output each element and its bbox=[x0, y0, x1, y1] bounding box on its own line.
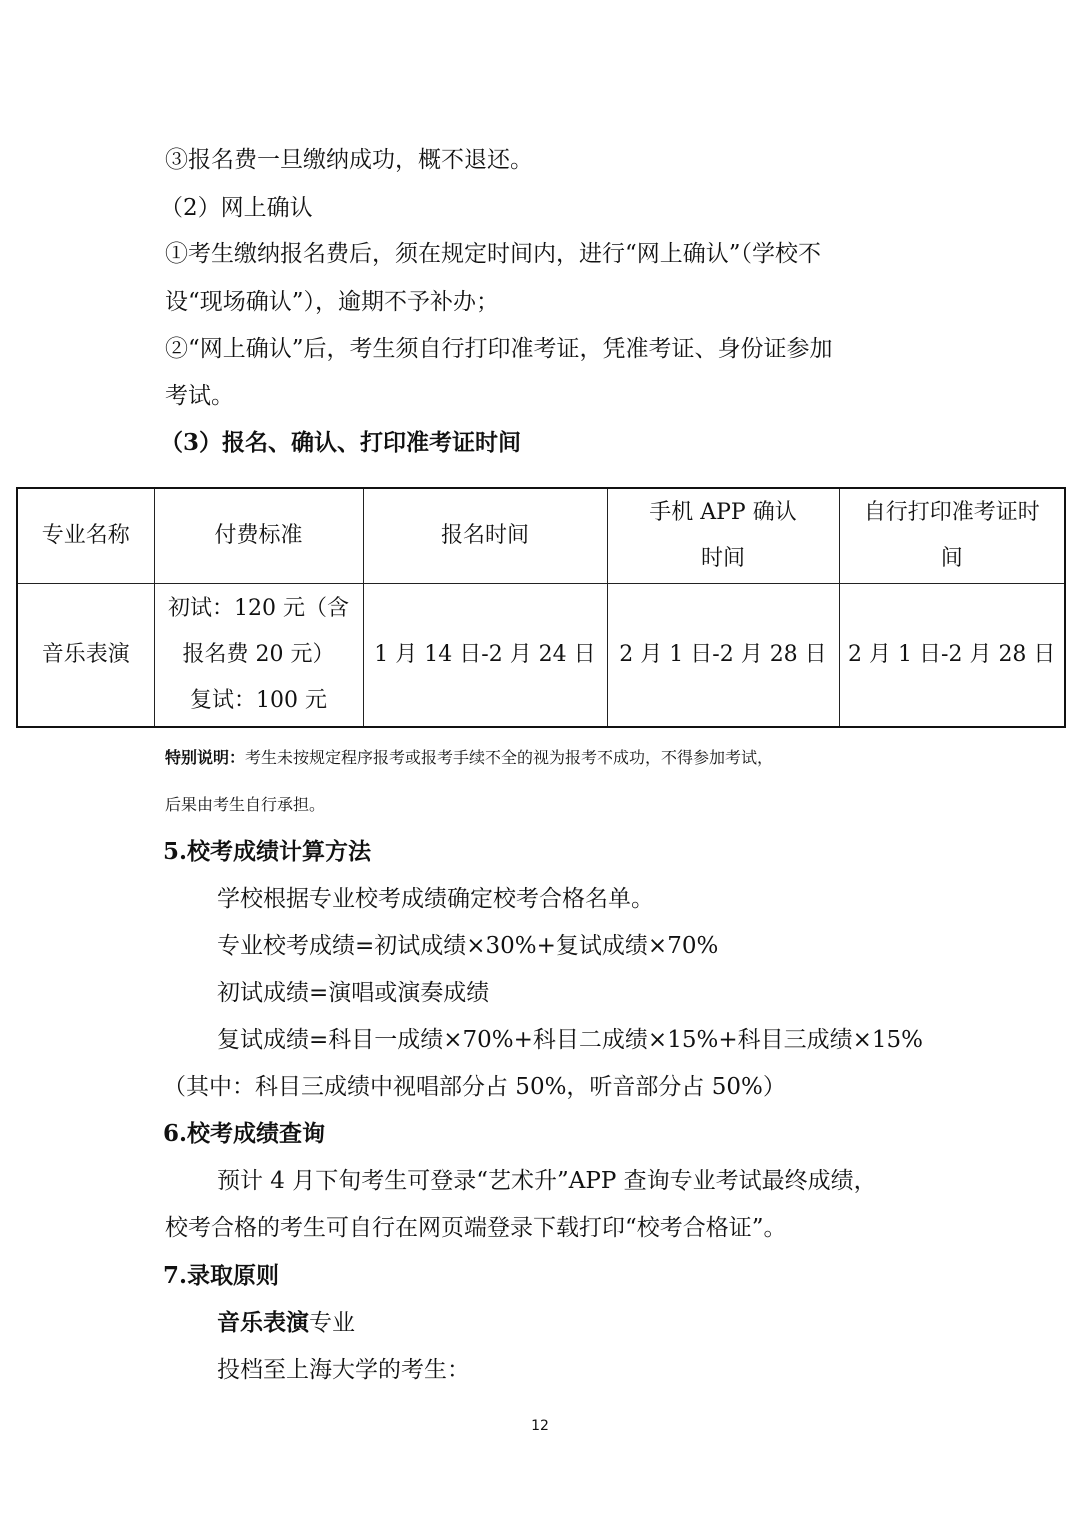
confirm-item1-line1: ①考生缴纳报名费后，须在规定时间内，进行“网上确认”（学校不 bbox=[165, 241, 822, 267]
section6-heading: 6.校考成绩查询 bbox=[163, 1120, 326, 1147]
online-confirm-heading: （2）网上确认 bbox=[160, 195, 313, 221]
schedule-heading: （3）报名、确认、打印准考证时间 bbox=[160, 429, 522, 456]
confirm-item1-line2: 设“现场确认”），逾期不予补办； bbox=[165, 289, 500, 315]
section5-line5: （其中：科目三成绩中视唱部分占 50%，听音部分占 50%） bbox=[163, 1074, 786, 1100]
section7-line2: 投档至上海大学的考生： bbox=[217, 1357, 470, 1383]
cell-fee bbox=[154, 584, 363, 728]
header-app-confirm-time bbox=[607, 488, 839, 584]
header-print-ticket-line2: 间 bbox=[940, 546, 963, 571]
section5-line4: 复试成绩=科目一成绩×70%+科目二成绩×15%+科目三成绩×15% bbox=[217, 1027, 923, 1053]
section7-heading: 7.录取原则 bbox=[163, 1262, 280, 1289]
special-note-line1 bbox=[165, 746, 773, 770]
table-row bbox=[17, 584, 1065, 728]
section5-line1: 学校根据专业校考成绩确定校考合格名单。 bbox=[217, 886, 654, 912]
schedule-table bbox=[16, 487, 1066, 728]
header-fee: 付费标准 bbox=[154, 488, 363, 584]
section6-line1: 预计 4 月下旬考生可登录“艺术升”APP 查询专业考试最终成绩， bbox=[217, 1168, 877, 1194]
table-header-row bbox=[17, 488, 1065, 584]
special-note-label: 特别说明： bbox=[165, 748, 246, 767]
section5-line2: 专业校考成绩=初试成绩×30%+复试成绩×70% bbox=[217, 933, 719, 959]
section7-major-name: 音乐表演 bbox=[217, 1309, 309, 1336]
special-note-line2: 后果由考生自行承担。 bbox=[165, 795, 326, 814]
section5-line3: 初试成绩=演唱或演奏成绩 bbox=[217, 980, 490, 1006]
section5-heading: 5.校考成绩计算方法 bbox=[163, 838, 372, 865]
section7-major-line bbox=[217, 1307, 355, 1339]
cell-app-confirm-time: 2 月 1 日-2 月 28 日 bbox=[607, 584, 839, 728]
fee-line1: 初试：120 元（含 bbox=[168, 596, 349, 621]
header-print-ticket-time bbox=[839, 488, 1065, 584]
fee-refund-note: ③报名费一旦缴纳成功，概不退还。 bbox=[165, 147, 533, 173]
page-number: 12 bbox=[531, 1418, 549, 1434]
header-registration-time: 报名时间 bbox=[363, 488, 607, 584]
header-app-confirm-line1: 手机 APP 确认 bbox=[649, 500, 797, 525]
cell-major: 音乐表演 bbox=[17, 584, 154, 728]
header-app-confirm-line2: 时间 bbox=[700, 546, 745, 571]
fee-line3: 复试：100 元 bbox=[190, 688, 327, 713]
header-print-ticket-line1: 自行打印准考证时 bbox=[863, 500, 1040, 525]
fee-line2: 报名费 20 元） bbox=[182, 642, 335, 667]
section6-line2: 校考合格的考生可自行在网页端登录下载打印“校考合格证”。 bbox=[165, 1215, 787, 1241]
header-major: 专业名称 bbox=[17, 488, 154, 584]
cell-registration-time: 1 月 14 日-2 月 24 日 bbox=[363, 584, 607, 728]
confirm-item2-line1: ②“网上确认”后，考生须自行打印准考证，凭准考证、身份证参加 bbox=[165, 336, 833, 362]
confirm-item2-line2: 考试。 bbox=[165, 383, 234, 409]
section7-major-suffix: 专业 bbox=[309, 1310, 355, 1336]
cell-print-ticket-time: 2 月 1 日-2 月 28 日 bbox=[839, 584, 1065, 728]
special-note-text: 考生未按规定程序报考或报考手续不全的视为报考不成功，不得参加考试， bbox=[245, 748, 774, 767]
